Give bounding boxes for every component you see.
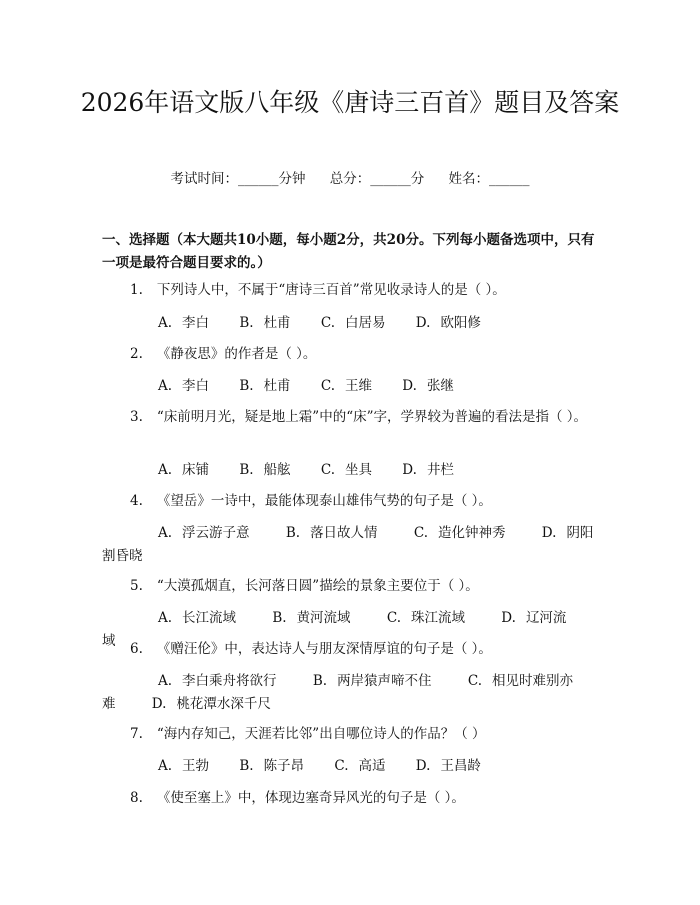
- question-number: 3.: [130, 409, 143, 425]
- option-d[interactable]: D. 阴阳割昏晓: [102, 525, 594, 564]
- question-number: 1.: [130, 282, 143, 298]
- question-2-options: [102, 375, 602, 398]
- question-number: 8.: [130, 790, 143, 806]
- option-c[interactable]: C. 白居易: [320, 315, 386, 331]
- question-2: [102, 343, 602, 366]
- question-text: 《使至塞上》中，体现边塞奇异风光的句子是（ ）。: [156, 790, 465, 806]
- option-b[interactable]: B. 杜甫: [239, 315, 291, 331]
- total-score-field: 总分：______分: [329, 171, 425, 187]
- option-a[interactable]: A. 李白: [158, 315, 210, 331]
- question-text: 《静夜思》的作者是（ ）。: [156, 346, 317, 362]
- question-1-options: [102, 312, 602, 335]
- question-text: “海内存知己，天涯若比邻”出自哪位诗人的作品？（ ）: [156, 726, 486, 742]
- question-7: [102, 723, 602, 746]
- option-c[interactable]: C. 坐具: [320, 462, 372, 478]
- option-c[interactable]: C. 相见时难别亦难: [102, 673, 573, 712]
- section-heading: 一、选择题（本大题共10小题，每小题2分，共20分。下列每小题备选项中，只有一项是最符合题目要求的。）: [102, 232, 595, 271]
- option-d[interactable]: D. 辽河流域: [102, 610, 567, 649]
- page-title: 2026年语文版八年级《唐诗三百首》题目及答案: [80, 88, 620, 117]
- question-number: 6.: [130, 641, 143, 657]
- question-6-options: [102, 670, 602, 716]
- option-c[interactable]: C. 珠江流域: [386, 610, 465, 626]
- question-5: [102, 575, 602, 598]
- name-field: 姓名：______: [448, 171, 530, 187]
- question-number: 2.: [130, 346, 143, 362]
- question-6: [102, 638, 602, 661]
- option-d[interactable]: D. 张继: [402, 378, 454, 394]
- option-d[interactable]: D. 井栏: [402, 462, 454, 478]
- option-a[interactable]: A. 长江流域: [158, 610, 237, 626]
- question-text: 《赠汪伦》中，表达诗人与朋友深情厚谊的句子是（ ）。: [156, 641, 492, 657]
- option-a[interactable]: A. 浮云游子意: [158, 525, 250, 541]
- question-text: 下列诗人中，不属于“唐诗三百首”常见收录诗人的是（ ）。: [156, 282, 506, 298]
- question-4-options: [102, 522, 602, 568]
- option-b[interactable]: B. 船舷: [239, 462, 291, 478]
- question-3-options: [102, 459, 602, 482]
- question-7-options: [102, 755, 602, 778]
- question-8: [102, 787, 602, 810]
- question-4: [102, 490, 602, 513]
- option-a[interactable]: A. 李白乘舟将欲行: [158, 673, 277, 689]
- option-a[interactable]: A. 王勃: [158, 758, 210, 774]
- option-a[interactable]: A. 李白: [158, 378, 210, 394]
- option-b[interactable]: B. 落日故人情: [285, 525, 378, 541]
- question-number: 4.: [130, 493, 143, 509]
- option-d[interactable]: D. 桃花潭水深千尺: [151, 696, 271, 712]
- question-text: “大漠孤烟直，长河落日圆”描绘的景象主要位于（ ）。: [156, 578, 479, 594]
- option-c[interactable]: C. 造化钟神秀: [413, 525, 506, 541]
- question-text: 《望岳》一诗中，最能体现泰山雄伟气势的句子是（ ）。: [156, 493, 492, 509]
- question-number: 7.: [130, 726, 143, 742]
- option-b[interactable]: B. 黄河流域: [272, 610, 351, 626]
- option-a[interactable]: A. 床铺: [158, 462, 210, 478]
- option-b[interactable]: B. 杜甫: [239, 378, 291, 394]
- question-1: [102, 279, 602, 302]
- option-d[interactable]: D. 王昌龄: [415, 758, 481, 774]
- question-3: [102, 406, 602, 429]
- exam-time-field: 考试时间：______分钟: [170, 171, 306, 187]
- exam-meta: [0, 169, 700, 189]
- option-b[interactable]: B. 两岸猿声啼不住: [312, 673, 432, 689]
- option-d[interactable]: D. 欧阳修: [415, 315, 481, 331]
- question-text: “床前明月光，疑是地上霜”中的“床”字，学界较为普遍的看法是指（ ）。: [156, 409, 588, 425]
- question-number: 5.: [130, 578, 143, 594]
- option-c[interactable]: C. 王维: [320, 378, 372, 394]
- option-b[interactable]: B. 陈子昂: [239, 758, 305, 774]
- option-c[interactable]: C. 高适: [334, 758, 386, 774]
